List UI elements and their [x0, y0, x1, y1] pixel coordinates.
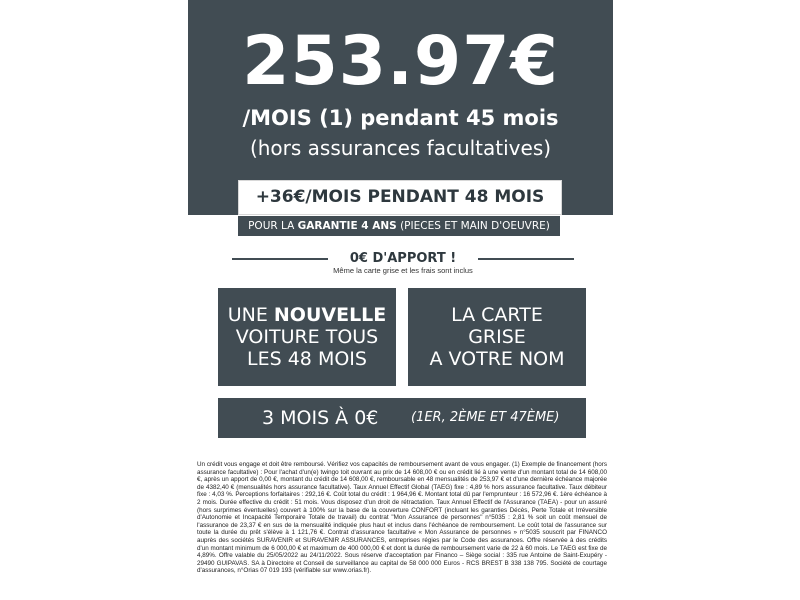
warranty-sub-bold: GARANTIE 4 ANS: [297, 220, 397, 232]
divider-right: [478, 258, 574, 260]
apport-subtitle: Même la carte grise et les frais sont inclus: [333, 266, 473, 275]
warranty-sub-prefix: POUR LA: [248, 220, 295, 232]
monthly-price: 253.97€: [242, 22, 559, 101]
monthly-duration: /MOIS (1) pendant 45 mois: [242, 106, 559, 130]
tile-left-line3: LES 48 MOIS: [247, 348, 367, 370]
free-months-main: 3 MOIS À 0€: [262, 407, 379, 429]
free-months-banner: [218, 398, 586, 438]
free-months-note: (1ER, 2ÈME ET 47ÈME): [411, 410, 560, 425]
tile-left-line2: VOITURE TOUS: [235, 326, 379, 348]
divider-left: [232, 258, 328, 260]
apport-title: 0€ D'APPORT !: [349, 251, 457, 266]
insurance-note: (hors assurances facultatives): [249, 136, 552, 160]
tile-right-line1: LA CARTE: [451, 304, 543, 326]
tile-right-line3: A VOTRE NOM: [429, 348, 565, 370]
warranty-subline: [238, 216, 560, 236]
tile-left-line1a: UNE: [227, 304, 274, 326]
new-car-tile: [218, 288, 396, 386]
registration-tile: [408, 288, 586, 386]
tile-left-line1b: NOUVELLE: [273, 304, 387, 326]
legal-disclaimer: Un crédit vous engage et doit être remboursé. Vérifiez vos capacités de remboursement avant de vous engager. (1) Exemple de financement (hors assurance facultative) : Pour l'achat d'un(e) twingo toit ouvrant au prix de 14 608,00 € ou en crédit lié à une vente d'un montant total de 14 608,00 €, après un apport de 0,00 €, montant du crédit de 14 608,00 €, remboursable en 48 mensualités de 253,97 € et d'une dernière échéance majorée de 4382,40 € (mensualités hors assurance facultative). Taux Annuel Effectif Global (TAEG) fixe : 4,89 % hors assurance facultative. Taux débiteur fixe : 4,03 %. Perceptions forfaitaires : 292,16 €. Coût total du crédit : 1 964,96 €. Montant total dû par l'emprunteur : 16 572,96 €. 1ère échéance à 2 mois. Durée effective du crédit : 51 mois. Vous disposez d'un droit de rétractation. Taux Annuel Effectif de l'Assurance (TAEA) - pour un assuré (hors surprimes éventuelles) couvert à 100% sur la base de la couverture CONFORT (incluant les garanties Décès, Perte Totale et Irréversible d'Autonomie et Incapacité Temporaire Totale de travail) du contrat "Mon Assurance de personnes" n°5035 : 2,81 % soit un coût mensuel de l'assurance de 23,37 € en sus de la mensualité indiquée plus haut et inclus dans l'échéance de remboursement. Le coût total de l'assurance sur toute la durée du prêt s'élève à 1 121,76 €. Contrat d'assurance facultative « Mon Assurance de personnes » n°5035 souscrit par FINANCO auprès des sociétés SURAVENIR et SURAVENIR ASSURANCES, entreprises régies par le Code des assurances. Offre réservée à des crédits d'un montant minimum de 6 000,00 € et maximum de 400 000,00 € et dont la durée de remboursement varie de 22 à 60 mois. Le TAEG est fixe de 4,89%. Offre valable du 25/05/2022 au 24/11/2022. Sous réserve d'acceptation par Financo – Siège social : 335 rue Antoine de Saint-Exupéry - 29490 GUIPAVAS. SA à Directoire et Conseil de surveillance au capital de 58 000 000 Euros - RCS BREST B 338 138 795. Société de courtage d'assurances, n°Orias 07 019 193 (vérifiable sur www.orias.fr).: [197, 461, 607, 575]
tile-right-line2: GRISE: [468, 326, 526, 348]
warranty-headline: +36€/MOIS PENDANT 48 MOIS: [238, 180, 562, 215]
warranty-sub-suffix: (PIECES ET MAIN D'OEUVRE): [400, 220, 550, 232]
